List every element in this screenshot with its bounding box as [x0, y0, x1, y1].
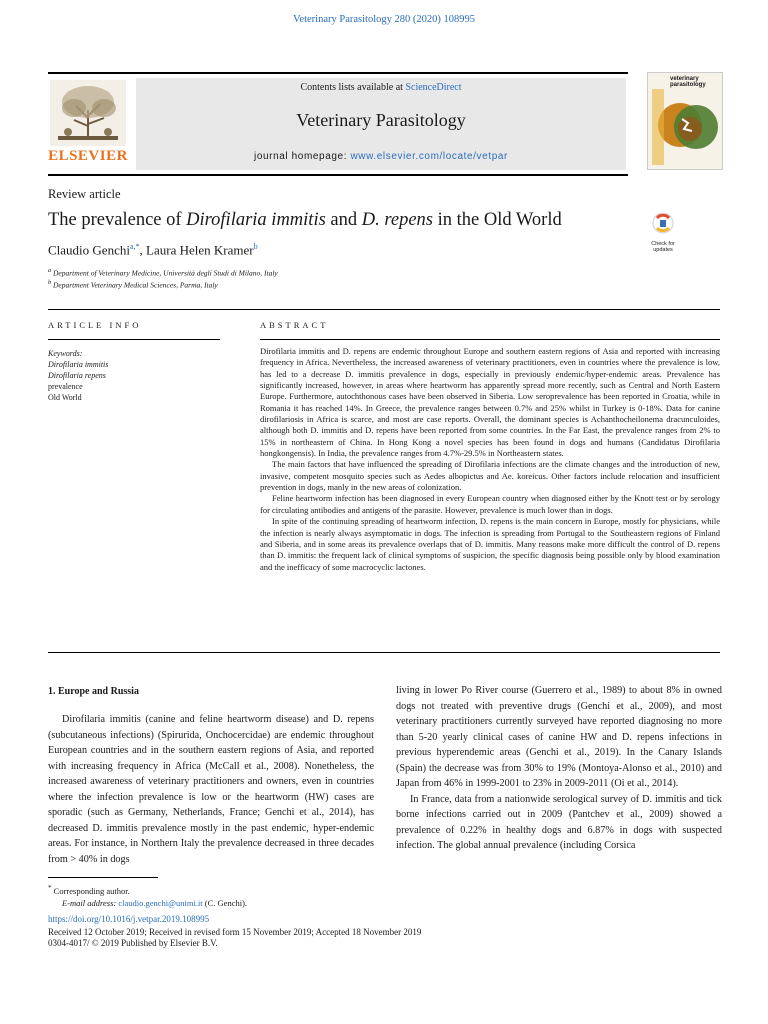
- keyword-item: Old World: [48, 393, 82, 402]
- email-line: [48, 897, 247, 909]
- article-title: [48, 210, 608, 231]
- author-2-affiliation-link[interactable]: b: [253, 242, 258, 251]
- elsevier-wordmark[interactable]: ELSEVIER: [48, 148, 128, 164]
- footnote-rule: [48, 877, 158, 878]
- body-column-right: [396, 683, 722, 854]
- affiliation-b-text: Department Veterinary Medical Sciences, Parma, Italy: [53, 280, 218, 290]
- affiliation-b-mark: b: [48, 279, 52, 286]
- title-part: in the Old World: [433, 210, 562, 230]
- affiliation-a-text: Department of Veterinary Medicine, Università degli Studi di Milano, Italy: [53, 268, 278, 278]
- article-info-heading: ARTICLE INFO: [48, 320, 142, 330]
- affiliation-a-mark: a: [48, 267, 52, 274]
- authors: [48, 242, 258, 258]
- email-link[interactable]: claudio.genchi@unimi.it: [118, 897, 203, 908]
- homepage-prefix: journal homepage:: [254, 151, 351, 162]
- title-part: The prevalence of: [48, 210, 187, 230]
- abstract-heading: ABSTRACT: [260, 320, 329, 330]
- abstract-body: [260, 346, 720, 573]
- keyword-item: prevalence: [48, 382, 83, 391]
- email-suffix: (C. Genchi).: [202, 897, 248, 908]
- doi-block: [48, 913, 421, 938]
- article-info-rule: [48, 339, 220, 340]
- keywords-label: Keywords:: [48, 349, 83, 358]
- body-paragraph: living in lower Po River course (Guerrero et al., 1989) to about 8% in owned dogs not treated with preventive drugs (Genchi et al., 2009), and most veterinary practitioners currently surveyed have reported diagnosing no more than 5-20 yearly clinical cases of canine HW and D. repens infections in previous hyperendemic areas (Genchi et al., 2019). In the Canary Islands (Spain) the decrease was from 30% to 19% (Montoya-Alonso et al., 2010) and Japan from 46% in 1999-2001 to 23% in 2009-2011 (Oi et al., 2014).: [396, 685, 722, 789]
- corresponding-author-link[interactable]: *: [135, 242, 140, 251]
- masthead-box: [136, 78, 626, 170]
- header-divider: [48, 309, 720, 310]
- author-1: Claudio Genchi: [48, 242, 130, 258]
- contents-prefix: Contents lists available at: [300, 82, 406, 93]
- body-paragraph: Dirofilaria immitis (canine and feline heartworm disease) and D. repens (subcutaneous infections) (Spirurida, Onchocercidae) are endemic throughout European countries and in the southern eastern regions of Asia, and reported with increasing frequency in Africa (McCall et al., 2008). Nonetheless, the increased awareness of veterinary practitioners and owners, even in countries where the infection prevalence is low or the heartworm (HW) cases are sporadic (such as Germany, Netherlands, France; Genchi et al., 2014), has decreased D. immitis prevalence mostly in the past endemic, hyper-endemic areas. For instance, in Northern Italy the prevalence decreased in three decades from > 40% in dogs: [48, 714, 374, 865]
- masthead-bottom-rule: [48, 174, 628, 176]
- footnote-mark: *: [48, 884, 52, 892]
- footnote: [48, 882, 247, 909]
- received-dates: Received 12 October 2019; Received in revised form 15 November 2019; Accepted 18 November 2019: [48, 926, 422, 937]
- title-part: and: [325, 210, 362, 230]
- keyword-item: Dirofilaria immitis: [48, 360, 109, 369]
- contents-line: [136, 82, 626, 93]
- body-paragraph: In France, data from a nationwide serological survey of D. immitis and tick borne infections carried out in 2009 (Pantchev et al., 2009) showed a prevalence of 0.22% in healthy dogs and 6.87% in dogs with suspected infection. The global annual prevalence (including Corsica: [396, 793, 722, 851]
- title-species-1: Dirofilaria immitis: [186, 210, 326, 230]
- footnote-text: Corresponding author.: [51, 885, 130, 896]
- journal-reference[interactable]: Veterinary Parasitology 280 (2020) 108995: [293, 14, 475, 25]
- check-updates-icon: [648, 212, 678, 236]
- doi-link[interactable]: https://doi.org/10.1016/j.vetpar.2019.108995: [48, 914, 210, 924]
- homepage-line: [136, 151, 626, 162]
- title-species-2: D. repens: [361, 210, 434, 230]
- abstract-paragraph: Dirofilaria immitis and D. repens are endemic throughout Europe and southern eastern regions of Asia and reported with increasing frequency in Africa. Nevertheless, the increased awareness of veterinary practitioners, even in countries where the prevalence is low, has led to a decrease D. immitis prevalence in dogs, especially in previously endemic/hyper-endemic areas. Prevalence has significantly increased, however, in areas where heartworm has apparently spread more recently, such as Central and North Eastern Europe. Furthermore, autochthonous cases have been observed in Siberia. Low seroprevalence has been reported in Croatia, while in Romania it has reached 14%. In Greece, the prevalence ranges between 0.7% and 25% whilst in Turkey is 0-18%. Data for canine dirofilariosis in Africa is scarce, and most are case reports. Overall, the dominant species is Achanthocheilonema dracunculoides, although both D. immitis and D. repens have been reported from some countries. In the Far East, the prevalence ranges from 2% to 15% in northeastern of China. In Hong Kong a novel species has been found in dogs and humans (Candidatus Dirofilaria hongkongensis). In India, the prevalence ranges from 4.7%-29.5% in Northeastern states.: [260, 346, 720, 459]
- abstract-paragraph: The main factors that have influenced the spreading of Dirofilaria infections are the climate changes and the introduction of new, invasive, competent mosquito species such as Aedes albopictus and Ae. koreicus. Other factors include relocation and insufficient prevention in dogs, manly in the new areas of colonization.: [260, 459, 720, 493]
- article-type: Review article: [48, 187, 121, 201]
- check-updates-label: Check for updates: [651, 241, 675, 253]
- abstract-paragraph: Feline heartworm infection has been diagnosed in every European country when diagnosed either by the Knott test or by serology for circulating antibodies and antigens of the parasite. However, prevalence is much lower than in dogs.: [260, 493, 720, 515]
- abstract-end-divider: [48, 652, 720, 653]
- keyword-item: Dirofilaria repens: [48, 371, 106, 380]
- abstract-rule: [260, 339, 720, 340]
- affiliation-a: [48, 267, 278, 278]
- journal-title: Veterinary Parasitology: [296, 110, 466, 130]
- email-label: E-mail address:: [62, 897, 119, 908]
- masthead: [48, 72, 720, 176]
- sciencedirect-link[interactable]: ScienceDirect: [405, 82, 462, 93]
- copyright: 0304-4017/ © 2019 Published by Elsevier B.V.: [48, 938, 218, 948]
- section-heading: 1. Europe and Russia: [48, 686, 139, 697]
- masthead-top-rule: [48, 72, 628, 74]
- check-for-updates-button[interactable]: [648, 212, 678, 252]
- journal-cover-image[interactable]: [647, 72, 723, 170]
- abstract-paragraph: In spite of the continuing spreading of heartworm infection, D. repens is the main concern in Europe, mostly for physicians, while the infection is nearly always asymptomatic in dogs. The infection is spreading from Portugal to the Southeastern regions of Finland and Siberia, and in some areas its prevalence overlaps that of D. immitis. Many reasons make more difficult the control of D. repens than D. immitis: the frequent lack of clinical symptoms of suspicion, the specific diagnosis being possible only by blood examination and the inefficacy of some macrocyclic lactones.: [260, 516, 720, 572]
- corresponding-author-note: [48, 882, 247, 897]
- author-2: , Laura Helen Kramer: [139, 242, 254, 258]
- body-column-left: [48, 712, 374, 867]
- author-1-affiliation-link[interactable]: a,: [129, 242, 136, 251]
- cover-title: veterinary parasitology: [670, 76, 706, 88]
- keywords-block: [48, 348, 218, 403]
- homepage-link[interactable]: www.elsevier.com/locate/vetpar: [350, 151, 508, 162]
- affiliation-b: [48, 279, 218, 290]
